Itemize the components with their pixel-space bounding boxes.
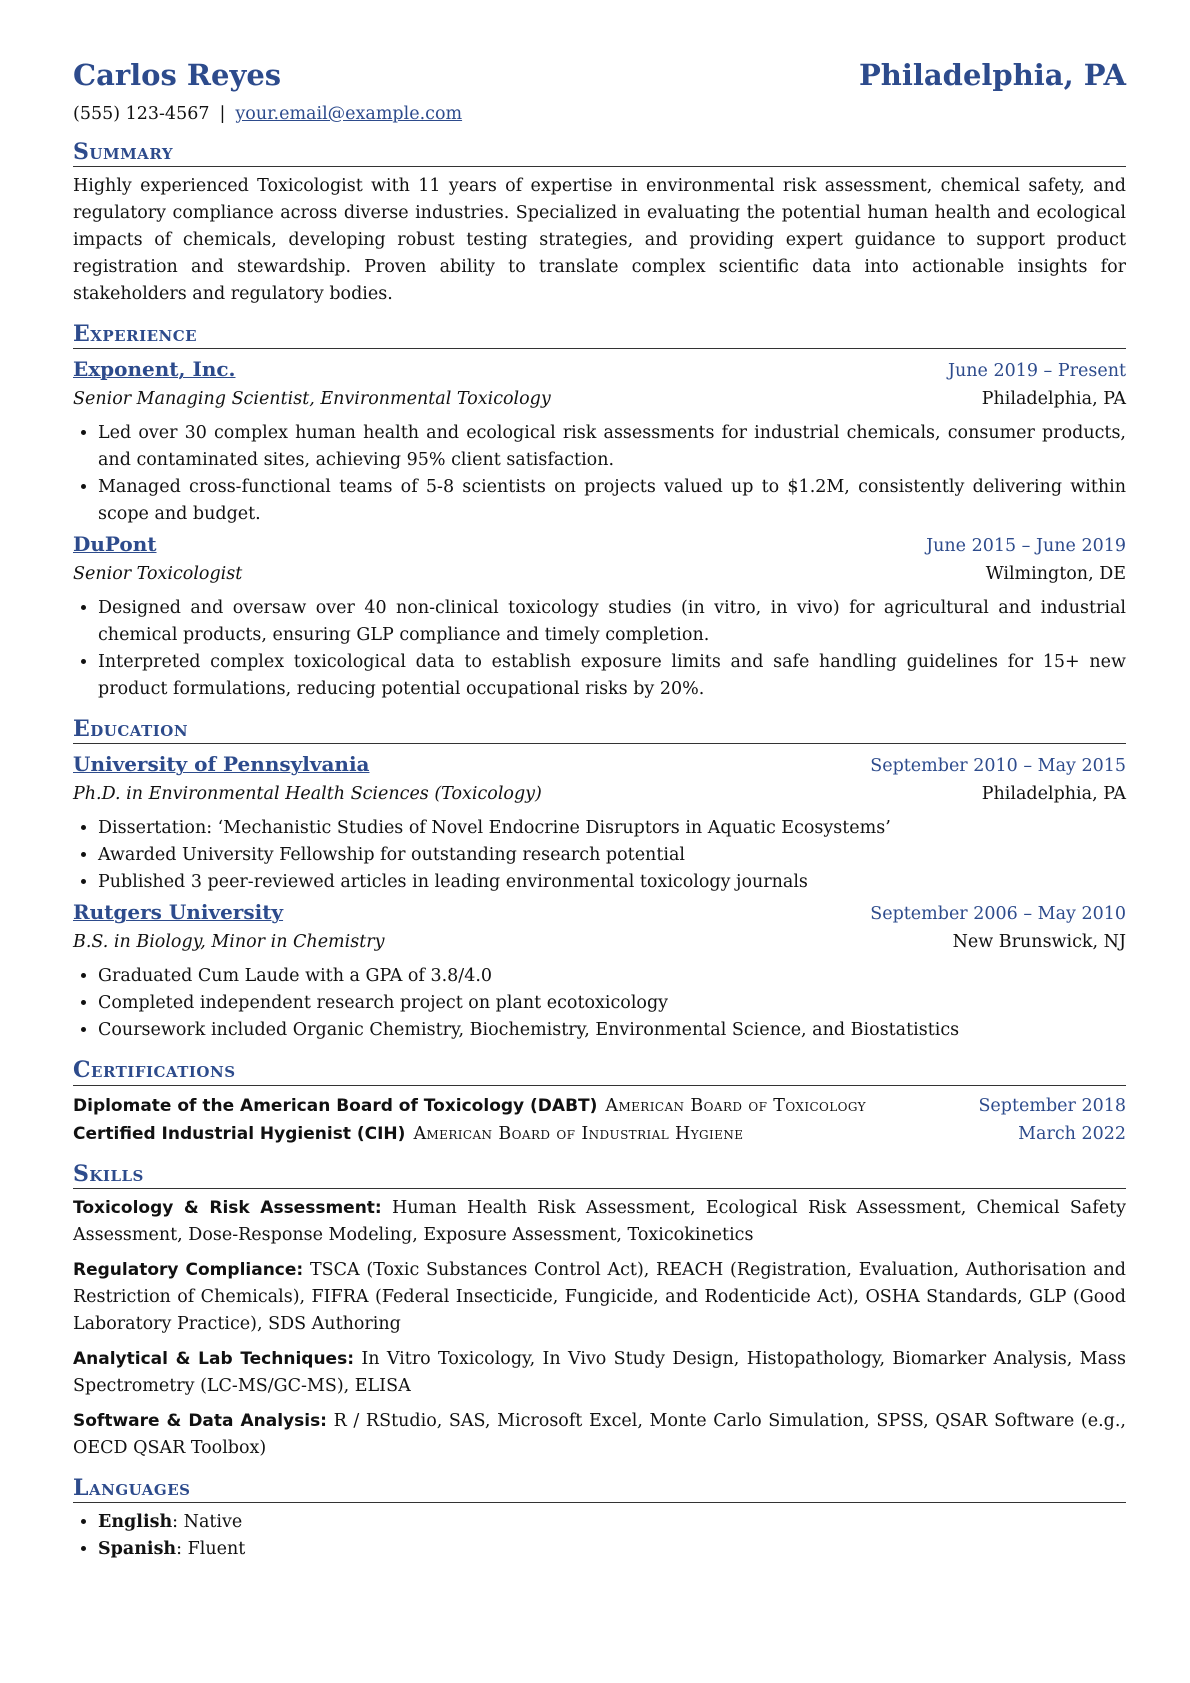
job-bullet: • Managed cross-functional teams of 5-8 scientists on projects valued up to $1.2M, consistently delivering within scope and budget.: [98, 474, 1126, 528]
language-item: [98, 1536, 1126, 1563]
skill-group-text: TSCA (Toxic Substances Control Act), REACH (Registration, Evaluation, Authorisation and Restriction of Chemicals), FIFRA (Federal Insecticide, Fungicide, and Rodenticide Act), OSHA Standards, GLP (Good Laboratory Practice), SDS Authoring: [73, 1260, 1126, 1335]
school-link[interactable]: University of Pennsylvania: [73, 752, 370, 777]
education-section: [73, 717, 1126, 1044]
language-name: Spanish: [98, 1539, 177, 1560]
job-title: Senior Managing Scientist, Environmental Toxicology: [73, 389, 551, 410]
job-location: Wilmington, DE: [985, 564, 1126, 585]
skill-group-text: R / RStudio, SAS, Microsoft Excel, Monte Carlo Simulation, SPSS, QSAR Software (e.g., OECD QSAR Toolbox): [73, 1411, 1126, 1459]
job-bullet: • Interpreted complex toxicological data to establish exposure limits and safe handling guidelines for 15+ new product formulations, reducing potential occupational risks by 20%.: [98, 649, 1126, 703]
language-list: [73, 1509, 1126, 1563]
job-title: Senior Toxicologist: [73, 564, 243, 585]
resume-page: [73, 58, 1126, 1563]
job-dates: June 2015 – June 2019: [926, 536, 1126, 557]
section-title-languages: Languages: [73, 1476, 1126, 1503]
school-location: Philadelphia, PA: [981, 784, 1126, 805]
degree: Ph.D. in Environmental Health Sciences (Toxicology): [73, 784, 542, 805]
section-title-skills: Skills: [73, 1162, 1126, 1189]
school-dates: September 2010 – May 2015: [870, 756, 1126, 777]
certification-issuer: American Board of Toxicology: [605, 1095, 866, 1116]
company-link[interactable]: Exponent, Inc.: [73, 357, 236, 382]
skill-group-label: Analytical & Lab Techniques:: [73, 1349, 355, 1370]
section-title-summary: Summary: [73, 140, 1126, 167]
resume-header: [73, 58, 1126, 93]
certifications-section: [73, 1058, 1126, 1147]
school-bullet: • Dissertation: ‘Mechanistic Studies of Novel Endocrine Disruptors in Aquatic Ecosystems’: [98, 815, 1126, 842]
experience-section: [73, 322, 1126, 703]
skill-group: [73, 1408, 1126, 1462]
language-level: : Native: [172, 1512, 243, 1533]
certification-item: [73, 1120, 1126, 1148]
phone-number: (555) 123-4567: [73, 103, 210, 124]
skill-group-label: Toxicology & Risk Assessment:: [73, 1198, 382, 1219]
language-level: : Fluent: [176, 1539, 246, 1560]
skill-group-label: Regulatory Compliance:: [73, 1260, 304, 1281]
school-bullet: • Published 3 peer-reviewed articles in leading environmental toxicology journals: [98, 869, 1126, 896]
contact-separator: |: [219, 103, 226, 124]
languages-section: [73, 1476, 1126, 1563]
header-location: Philadelphia, PA: [858, 58, 1126, 92]
certification-name: Certified Industrial Hygienist (CIH): [73, 1123, 406, 1144]
summary-text: Highly experienced Toxicologist with 11 years of expertise in environmental risk assessment, chemical safety, and regulatory compliance across diverse industries. Specialized in evaluating the potential human health and ecological impacts of chemicals, developing robust testing strategies, and providing expert guidance to support product registration and stewardship. Proven ability to translate complex scientific data into actionable insights for stakeholders and regulatory bodies.: [73, 175, 1126, 304]
job-bullets: [73, 420, 1126, 528]
school-bullets: [73, 963, 1126, 1044]
email-link[interactable]: your.email@example.com: [235, 103, 463, 124]
school-dates: September 2006 – May 2010: [870, 904, 1126, 925]
section-title-certifications: Certifications: [73, 1058, 1126, 1085]
job-entry: [73, 355, 1126, 528]
job-bullets: [73, 595, 1126, 703]
company-link[interactable]: DuPont: [73, 532, 157, 557]
school-entry: [73, 750, 1126, 896]
certification-date: March 2022: [1018, 1123, 1126, 1144]
section-title-education: Education: [73, 717, 1126, 744]
language-name: English: [98, 1512, 173, 1533]
skill-group: [73, 1346, 1126, 1400]
job-bullet: • Designed and oversaw over 40 non-clinical toxicology studies (in vitro, in vivo) for agricultural and industrial chemical products, ensuring GLP compliance and timely completion.: [98, 595, 1126, 649]
school-bullet: • Awarded University Fellowship for outstanding research potential: [98, 842, 1126, 869]
certification-date: September 2018: [978, 1095, 1126, 1116]
job-bullet: • Led over 30 complex human health and ecological risk assessments for industrial chemicals, consumer products, and contaminated sites, achieving 95% client satisfaction.: [98, 420, 1126, 474]
certification-item: [73, 1092, 1126, 1120]
skill-group-text: Human Health Risk Assessment, Ecological Risk Assessment, Chemical Safety Assessment, Dose-Response Modeling, Exposure Assessment, Toxicokinetics: [73, 1198, 1126, 1246]
certification-name: Diplomate of the American Board of Toxicology (DABT): [73, 1095, 598, 1116]
summary-section: [73, 140, 1126, 308]
candidate-name: Carlos Reyes: [73, 58, 282, 92]
section-title-experience: Experience: [73, 322, 1126, 349]
skill-group: [73, 1257, 1126, 1338]
school-entry: [73, 898, 1126, 1044]
skill-group-label: Software & Data Analysis:: [73, 1411, 327, 1432]
school-location: New Brunswick, NJ: [952, 932, 1126, 953]
school-bullet: • Completed independent research project on plant ecotoxicology: [98, 990, 1126, 1017]
contact-line: [73, 103, 1126, 126]
skill-group-text: In Vitro Toxicology, In Vivo Study Design, Histopathology, Biomarker Analysis, Mass Spectrometry (LC-MS/GC-MS), ELISA: [73, 1349, 1126, 1397]
job-location: Philadelphia, PA: [981, 389, 1126, 410]
school-link[interactable]: Rutgers University: [73, 900, 284, 925]
skills-section: [73, 1162, 1126, 1462]
degree: B.S. in Biology, Minor in Chemistry: [73, 932, 385, 953]
skill-group: [73, 1195, 1126, 1249]
certification-issuer: American Board of Industrial Hygiene: [413, 1123, 744, 1144]
job-dates: June 2019 – Present: [947, 361, 1126, 382]
school-bullet: • Coursework included Organic Chemistry, Biochemistry, Environmental Science, and Biostatistics: [98, 1017, 1126, 1044]
school-bullets: [73, 815, 1126, 896]
school-bullet: • Graduated Cum Laude with a GPA of 3.8/4.0: [98, 963, 1126, 990]
job-entry: [73, 530, 1126, 703]
language-item: [98, 1509, 1126, 1536]
